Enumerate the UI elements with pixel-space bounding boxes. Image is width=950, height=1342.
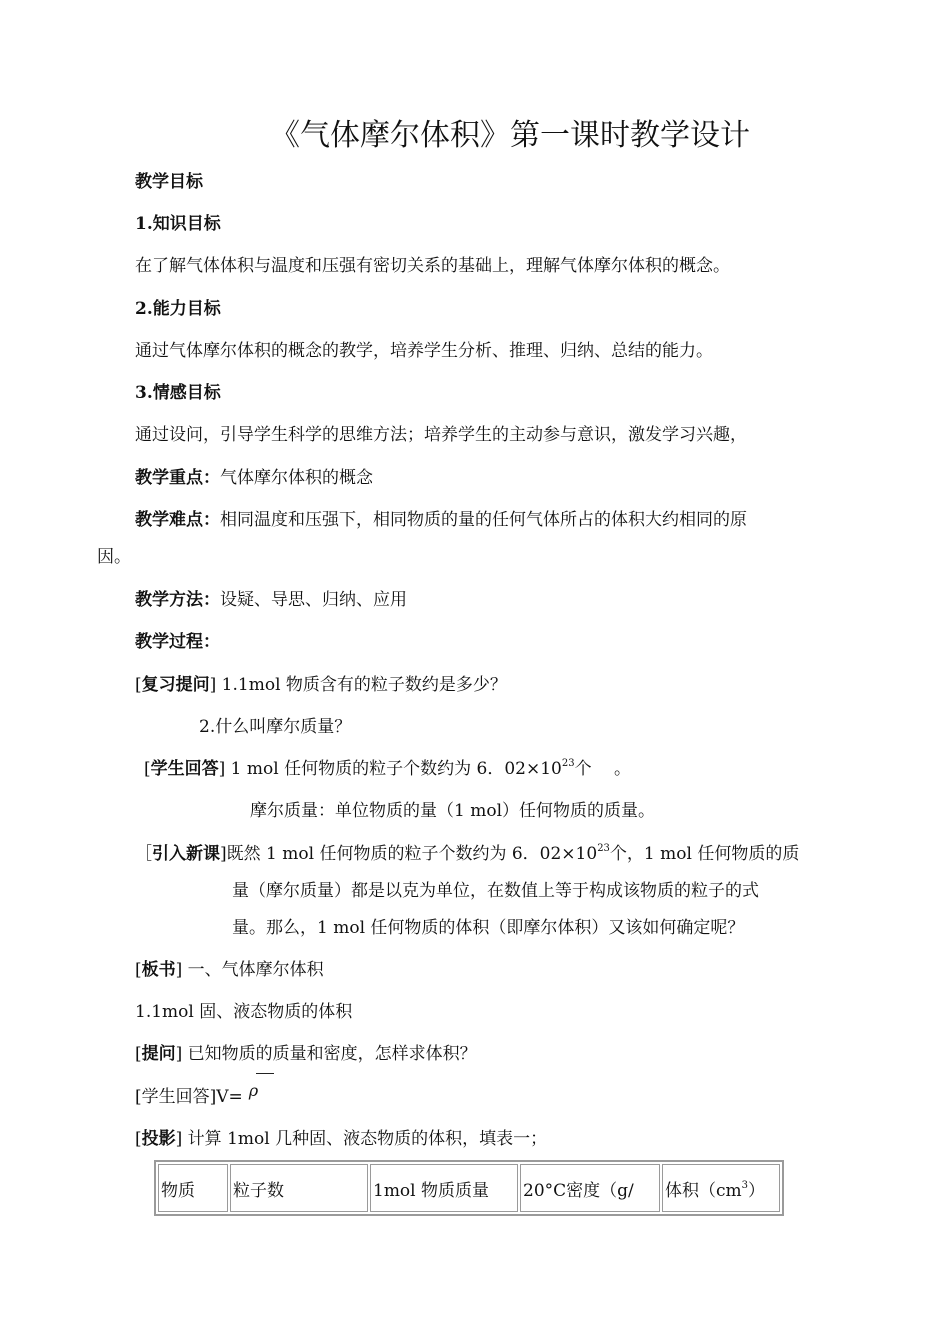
- review-label: 复习提问: [141, 675, 210, 695]
- bracket-close: ]: [175, 1129, 183, 1149]
- review-q1: 1.1mol 物质含有的粒子数约是多少？: [216, 675, 507, 695]
- new-lesson-label: 引入新课: [152, 844, 220, 864]
- bracket-open: [: [135, 1129, 142, 1149]
- student-answer: [144, 758, 631, 780]
- fraction-bar: [256, 1073, 274, 1074]
- bracket-close: ]: [209, 675, 217, 695]
- ability-heading: 2.能力目标: [135, 299, 221, 319]
- board-label: 板书: [141, 960, 176, 980]
- key-point: [135, 467, 373, 489]
- page-title: 《气体摩尔体积》第一课时教学设计: [270, 118, 750, 153]
- new-lesson-text-end: 个，1 mol 任何物质的质: [609, 844, 800, 864]
- student-answer-unit: 个 。: [574, 759, 631, 779]
- difficulty-label: 教学难点：: [135, 510, 220, 530]
- emotion-text: 通过设问，引导学生科学的思维方法；培养学生的主动参与意识，激发学习兴趣，: [135, 425, 747, 445]
- question-text: 已知物质的质量和密度，怎样求体积？: [182, 1044, 477, 1064]
- review-question-2: 2.什么叫摩尔质量？: [199, 717, 352, 737]
- data-table: [154, 1160, 784, 1216]
- table-header-cell-volume: [662, 1164, 780, 1212]
- bracket-close: ]: [175, 960, 183, 980]
- bracket-open: [: [135, 1044, 142, 1064]
- difficulty-text: 相同温度和压强下，相同物质的量的任何气体所占的体积大约相同的原: [220, 510, 747, 530]
- projection-text: 计算 1mol 几种固、液态物质的体积，填表一；: [182, 1129, 548, 1149]
- question-label: 提问: [141, 1044, 176, 1064]
- new-lesson-text: 既然 1 mol 任何物质的粒子个数约为 6．02×10: [226, 844, 598, 864]
- volume-close: ）: [748, 1180, 766, 1201]
- new-lesson-line-1: [135, 843, 799, 865]
- method-label: 教学方法：: [135, 590, 220, 610]
- emotion-heading: 3.情感目标: [135, 383, 221, 403]
- table-header-row: [158, 1164, 780, 1212]
- new-lesson-line-3: 量。那么，1 mol 任何物质的体积（即摩尔体积）又该如何确定呢？: [232, 918, 745, 938]
- exponent: 3: [741, 1179, 749, 1191]
- student-answer-text: 1 mol 任何物质的粒子个数约为 6．02×10: [225, 759, 562, 779]
- table-header-cell: 20°C密度（g/: [520, 1164, 660, 1212]
- answer-formula: [135, 1081, 259, 1108]
- rho-symbol: ρ: [248, 1081, 259, 1100]
- projection-label: 投影: [141, 1129, 176, 1149]
- table-header-cell: 1mol 物质质量: [370, 1164, 518, 1212]
- bracket-close: ]: [218, 759, 226, 779]
- bracket-open: [: [135, 960, 142, 980]
- molar-mass-definition: 摩尔质量：单位物质的量（1 mol）任何物质的质量。: [250, 801, 656, 821]
- exponent: 23: [561, 758, 575, 770]
- bracket-open: ［: [135, 844, 152, 864]
- table-header-cell: 物质: [158, 1164, 228, 1212]
- table-header-cell: 粒子数: [230, 1164, 368, 1212]
- method: [135, 589, 407, 611]
- process-label: 教学过程：: [135, 632, 220, 652]
- knowledge-text: 在了解气体体积与温度和压强有密切关系的基础上，理解气体摩尔体积的概念。: [135, 256, 730, 276]
- review-question-1: [135, 674, 507, 696]
- ability-text: 通过气体摩尔体积的概念的教学，培养学生分析、推理、归纳、总结的能力。: [135, 341, 713, 361]
- objectives-heading: 教学目标: [135, 172, 203, 192]
- board-line: [135, 959, 324, 981]
- key-point-label: 教学重点：: [135, 468, 220, 488]
- bracket-close: ]: [220, 844, 227, 864]
- new-lesson-line-2: 量（摩尔质量）都是以克为单位，在数值上等于构成该物质的粒子的式: [232, 881, 759, 901]
- volume-label: 体积（cm: [665, 1180, 742, 1201]
- bracket-close: ]: [175, 1044, 183, 1064]
- difficulty-text-cont: 因。: [97, 547, 131, 567]
- projection-line: [135, 1128, 547, 1150]
- formula-text: [学生回答]V=: [135, 1087, 243, 1107]
- subsection-heading: 1.1mol 固、液态物质的体积: [135, 1002, 353, 1022]
- method-text: 设疑、导思、归纳、应用: [220, 590, 407, 610]
- bracket-open: [: [135, 675, 142, 695]
- bracket-open: [: [144, 759, 151, 779]
- board-text: 一、气体摩尔体积: [182, 960, 324, 980]
- knowledge-heading: 1.知识目标: [135, 214, 221, 234]
- exponent: 23: [597, 843, 610, 855]
- key-point-text: 气体摩尔体积的概念: [220, 468, 373, 488]
- question-line: [135, 1043, 477, 1065]
- student-answer-label: 学生回答: [150, 759, 219, 779]
- difficulty: [135, 509, 747, 531]
